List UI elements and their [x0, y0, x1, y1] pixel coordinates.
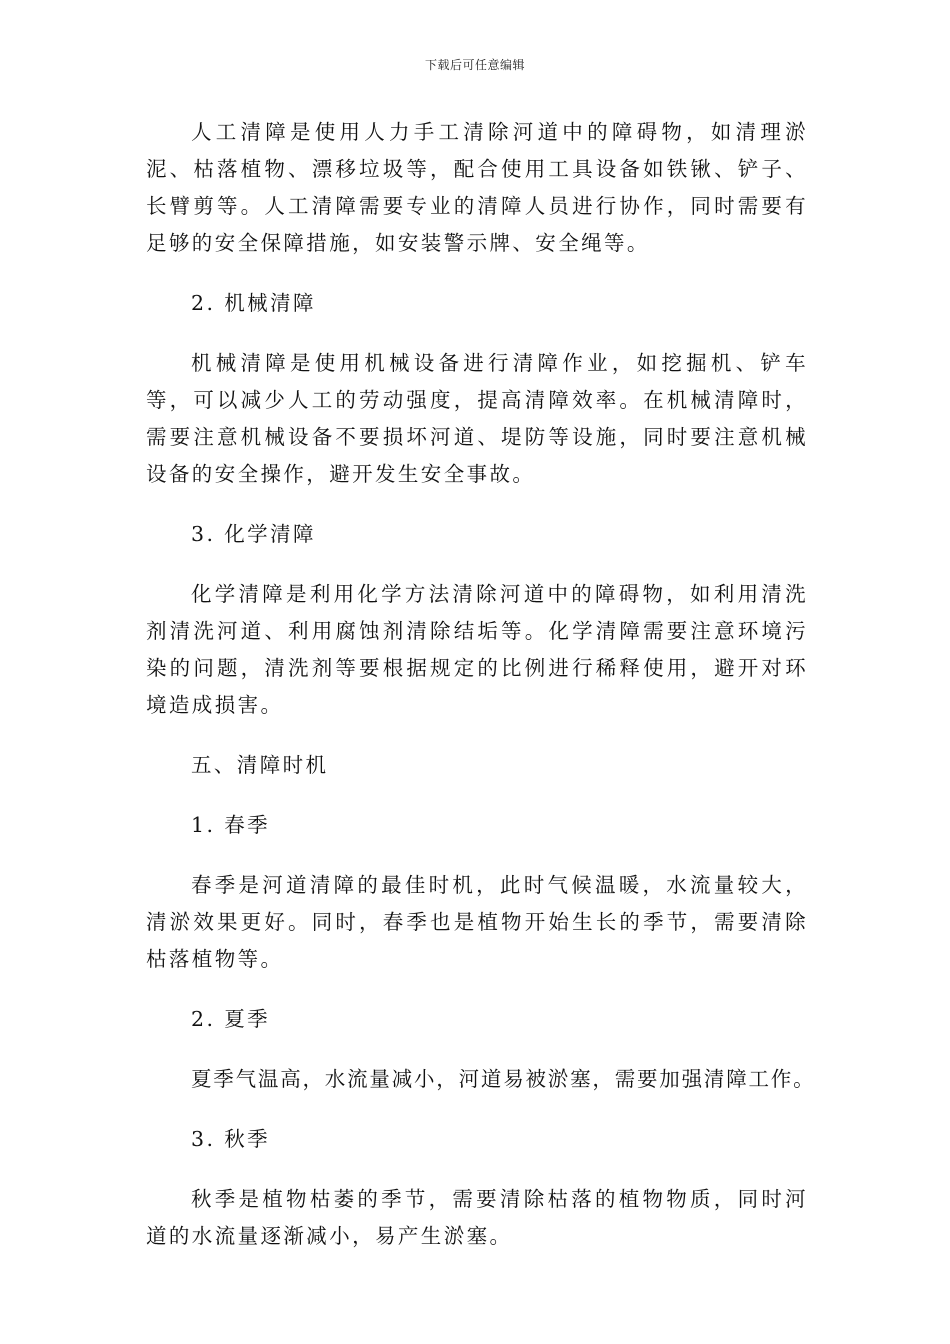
header-note: 下载后可任意编辑: [424, 58, 525, 72]
paragraph-mechanical-clearing: 机械清障是使用机械设备进行清障作业，如挖掘机、铲车等，可以减少人工的劳动强度，提高清障效率。在机械清障时，需要注意机械设备不要损坏河道、堤防等设施，同时要注意机械设备的安全操作，避开发生安全事故。: [146, 351, 808, 486]
heading-spring: 1. 春季: [191, 813, 271, 837]
document-body: [146, 114, 816, 1278]
paragraph-summer: 夏季气温高，水流量减小，河道易被淤塞，需要加强清障工作。: [191, 1067, 816, 1091]
heading-autumn: 3. 秋季: [191, 1127, 271, 1151]
heading-summer: 2. 夏季: [191, 1007, 271, 1031]
paragraph-autumn: 秋季是植物枯萎的季节，需要清除枯落的植物物质，同时河道的水流量逐渐减小，易产生淤塞。: [146, 1187, 808, 1248]
section-heading-clearing-timing: 五、清障时机: [191, 753, 329, 777]
paragraph-spring: 春季是河道清障的最佳时机，此时气候温暖，水流量较大，清淤效果更好。同时，春季也是植物开始生长的季节，需要清除枯落植物等。: [146, 873, 808, 971]
paragraph-chemical-clearing: 化学清障是利用化学方法清除河道中的障碍物，如利用清洗剂清洗河道、利用腐蚀剂清除结垢等。化学清障需要注意环境污染的问题，清洗剂等要根据规定的比例进行稀释使用，避开对环境造成损害。: [146, 582, 808, 717]
paragraph-manual-clearing: 人工清障是使用人力手工清除河道中的障碍物，如清理淤泥、枯落植物、漂移垃圾等，配合使用工具设备如铁锹、铲子、长臂剪等。人工清障需要专业的清障人员进行协作，同时需要有足够的安全保障措施，如安装警示牌、安全绳等。: [146, 120, 808, 255]
heading-chemical-clearing: 3. 化学清障: [191, 522, 316, 546]
heading-mechanical-clearing: 2. 机械清障: [191, 291, 316, 315]
